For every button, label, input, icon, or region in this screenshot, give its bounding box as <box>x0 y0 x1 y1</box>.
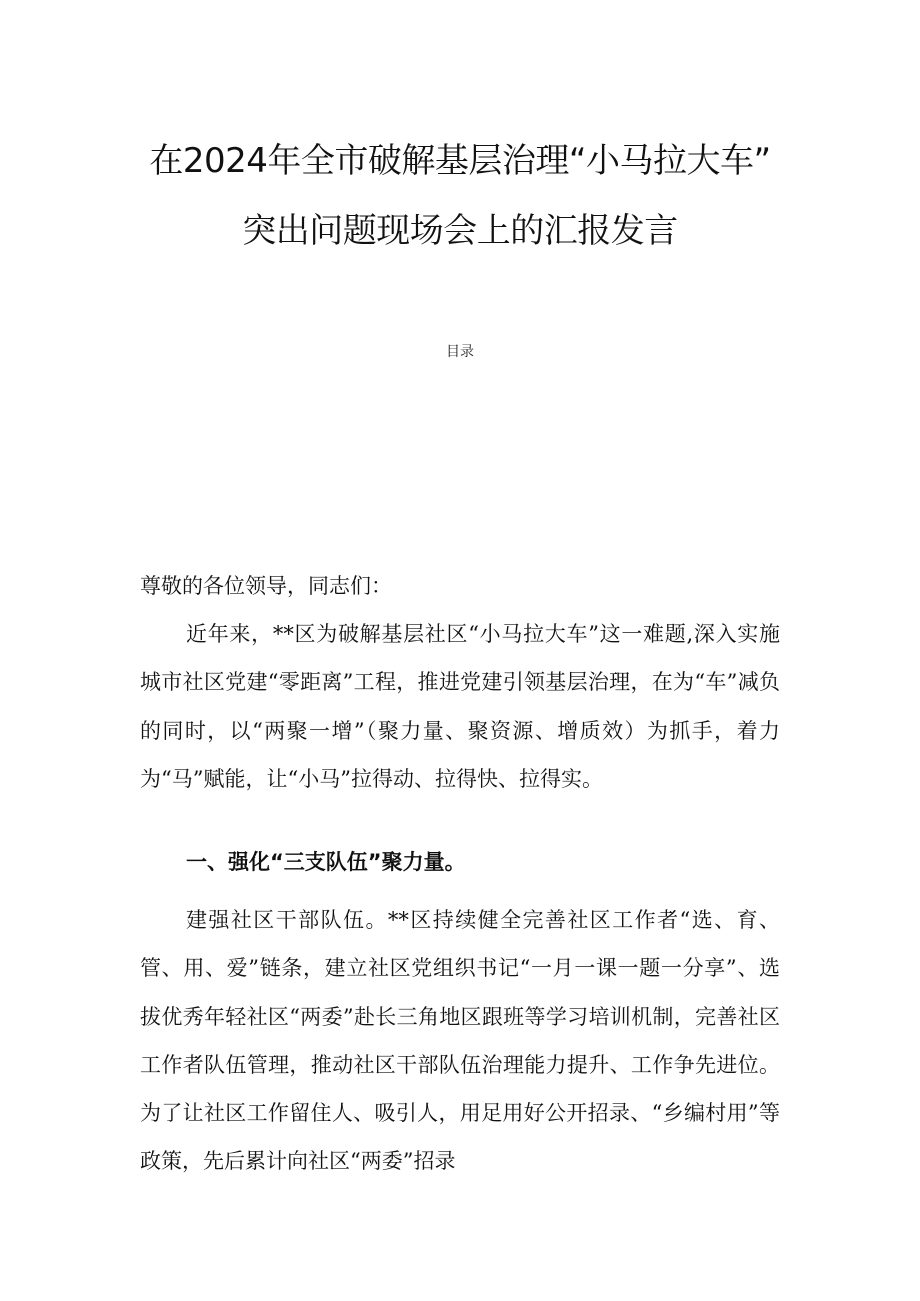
salutation: 尊敬的各位领导，同志们： <box>140 574 392 598</box>
document-title-line-1: 在2024年全市破解基层治理“小马拉大车” <box>149 141 771 181</box>
paragraph-section-1: 建强社区干部队伍。**区持续健全完善社区工作者“选、育、管、用、爱”链条，建立社区党组织书记“一月一课一题一分享”、选拔优秀年轻社区“两委”赴长三角地区跟班等学习培训机制，完善社区工作者队伍管理，推动社区干部队伍治理能力提升、工作争先进位。为了让社区工作留住人、吸引人，用足用好公开招录、“乡编村用”等政策，先后累计向社区“两委”招录 <box>140 908 780 1174</box>
table-of-contents-label: 目录 <box>446 344 474 360</box>
document-title-line-2: 突出问题现场会上的汇报发言 <box>242 211 678 251</box>
section-heading-1: 一、强化“三支队伍”聚力量。 <box>186 850 466 874</box>
paragraph-intro: 近年来，**区为破解基层社区“小马拉大车”这一难题,深入实施城市社区党建“零距离”工程，推进党建引领基层治理，在为“车”减负的同时，以“两聚一增”（聚力量、聚资源、增质效）为抓手，着力为“马”赋能，让“小马”拉得动、拉得快、拉得实。 <box>140 622 780 791</box>
